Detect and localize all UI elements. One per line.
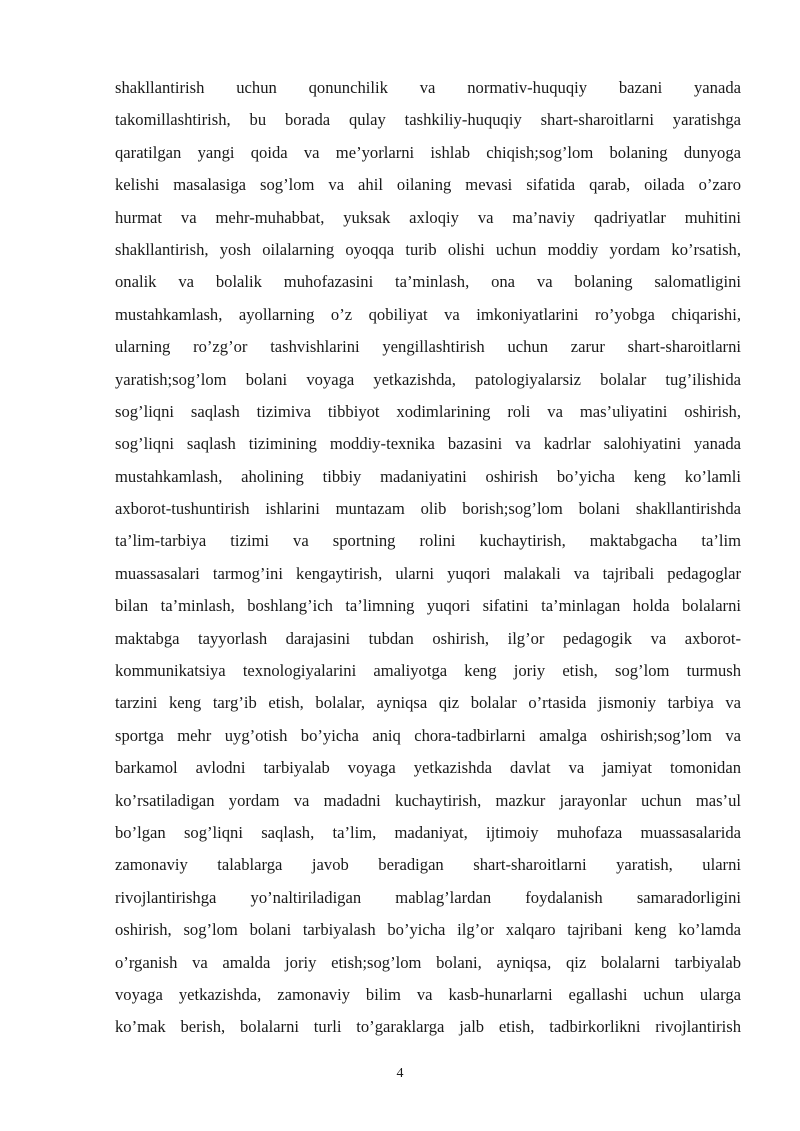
text-line: o’rganish va amalda joriy etish;sog’lom bolani, ayniqsa, qiz bolalarni tarbiyalab [115, 952, 741, 972]
text-line: sog’liqni saqlash tizimiva tibbiyot xodimlarining roli va mas’uliyatini oshirish, [115, 401, 741, 421]
text-line: ko’rsatiladigan yordam va madadni kuchaytirish, mazkur jarayonlar uchun mas’ul [115, 790, 741, 810]
text-line: sog’liqni saqlash tizimining moddiy-texnika bazasini va kadrlar salohiyatini yanada [115, 434, 741, 454]
text-line: axborot-tushuntirish ishlarini muntazam olib borish;sog’lom bolani shakllantirishda [115, 499, 741, 519]
text-line: sportga mehr uyg’otish bo’yicha aniq chora-tadbirlarni amalga oshirish;sog’lom va [115, 725, 741, 745]
text-line: kelishi masalasiga sog’lom va ahil oilaning mevasi sifatida qarab, oilada o’zaro [115, 175, 741, 195]
text-line: barkamol avlodni tarbiyalab voyaga yetkazishda davlat va jamiyat tomonidan [115, 758, 741, 778]
text-line: qaratilgan yangi qoida va me’yorlarni ishlab chiqish;sog’lom bolaning dunyoga [115, 142, 741, 162]
text-line: bo’lgan sog’liqni saqlash, ta’lim, madaniyat, ijtimoiy muhofaza muassasalarida [115, 822, 741, 842]
text-line: rivojlantirishga yo’naltiriladigan mablag’lardan foydalanish samaradorligini [115, 887, 741, 907]
text-line: zamonaviy talablarga javob beradigan shart-sharoitlarni yaratish, ularni [115, 855, 741, 875]
text-line: ta’lim-tarbiya tizimi va sportning rolini kuchaytirish, maktabgacha ta’lim [115, 531, 741, 551]
text-line: bilan ta’minlash, boshlang’ich ta’limning yuqori sifatini ta’minlagan holda bolalarni [115, 596, 741, 616]
text-line: mustahkamlash, aholining tibbiy madaniyatini oshirish bo’yicha keng ko’lamli [115, 466, 741, 486]
text-line: shakllantirish, yosh oilalarning oyoqqa turib olishi uchun moddiy yordam ko’rsatish, [115, 239, 741, 259]
text-line: mustahkamlash, ayollarning o’z qobiliyat va imkoniyatlarini ro’yobga chiqarishi, [115, 304, 741, 324]
page-number: 4 [396, 1066, 404, 1081]
text-line: ko’mak berish, bolalarni turli to’garaklarga jalb etish, tadbirkorlikni rivojlantirish [115, 1017, 741, 1037]
text-line: takomillashtirish, bu borada qulay tashkiliy-huquqiy shart-sharoitlarni yaratishga [115, 110, 741, 130]
text-line: onalik va bolalik muhofazasini ta’minlash, ona va bolaning salomatligini [115, 272, 741, 292]
text-line: kommunikatsiya texnologiyalarini amaliyotga keng joriy etish, sog’lom turmush [115, 661, 741, 681]
text-line: oshirish, sog’lom bolani tarbiyalash bo’yicha ilg’or xalqaro tajribani keng ko’lamda [115, 920, 741, 940]
text-line: voyaga yetkazishda, zamonaviy bilim va kasb-hunarlarni egallashi uchun ularga [115, 984, 741, 1004]
text-line: ularning ro’zg’or tashvishlarini yengillashtirish uchun zarur shart-sharoitlarni [115, 337, 741, 357]
text-line: maktabga tayyorlash darajasini tubdan oshirish, ilg’or pedagogik va axborot- [115, 628, 741, 648]
text-line: tarzini keng targ’ib etish, bolalar, ayniqsa qiz bolalar o’rtasida jismoniy tarbiya va [115, 693, 741, 713]
text-line: yaratish;sog’lom bolani voyaga yetkazishda, patologiyalarsiz bolalar tug’ilishida [115, 369, 741, 389]
text-line: shakllantirish uchun qonunchilik va normativ-huquqiy bazani yanada [115, 78, 741, 97]
text-line: muassasalari tarmog’ini kengaytirish, ularni yuqori malakali va tajribali pedagoglar [115, 563, 741, 583]
text-line: hurmat va mehr-muhabbat, yuksak axloqiy va ma’naviy qadriyatlar muhitini [115, 207, 741, 227]
body-text [115, 72, 741, 1044]
